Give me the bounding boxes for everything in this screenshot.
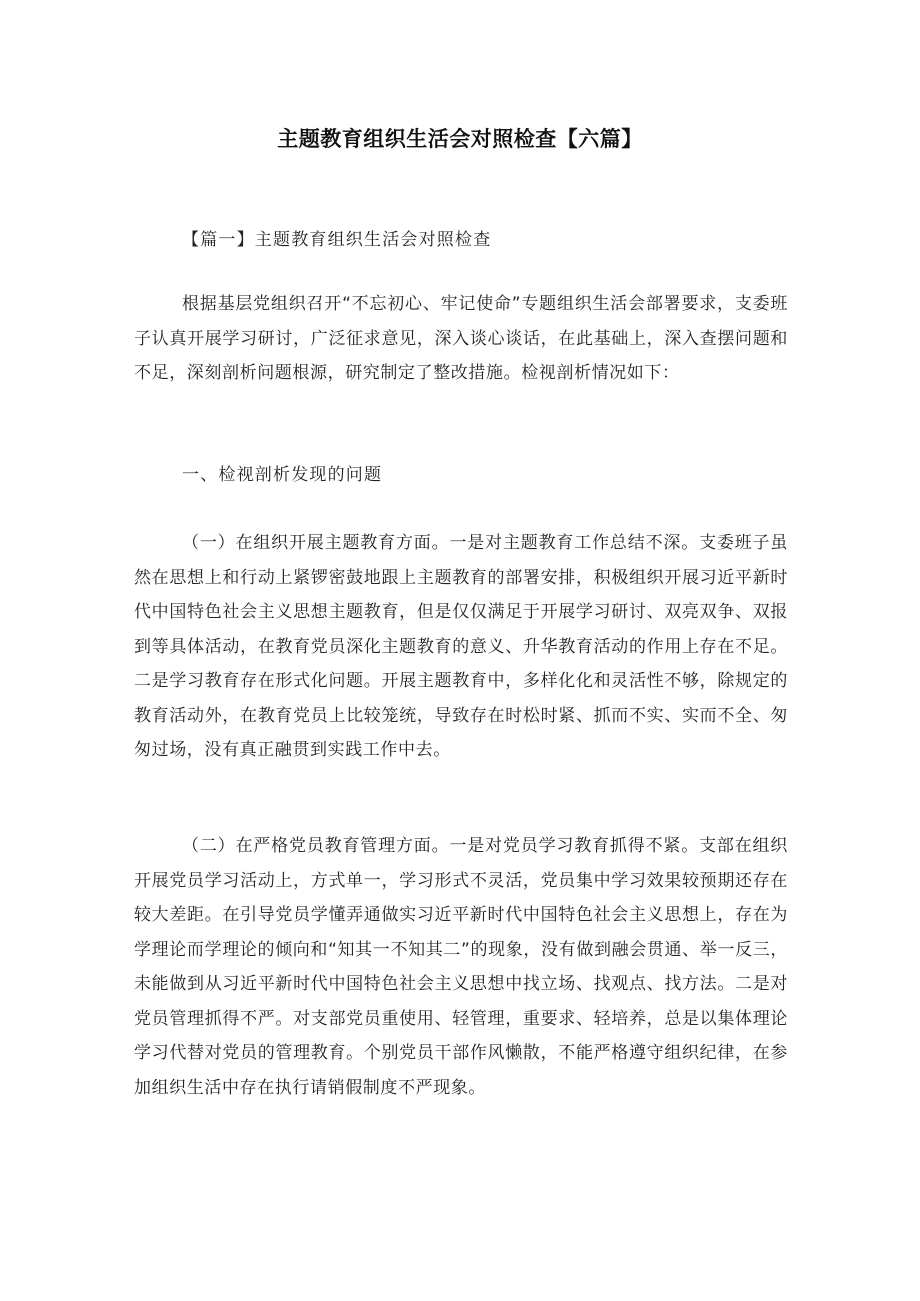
part-one-heading: 一、检视剖析发现的问题 [182,465,383,485]
intro-paragraph: 根据基层党组织召开“不忘初心、牢记使命”专题组织生活会部署要求，支委班子认真开展学习研讨，广泛征求意见，深入谈心谈话，在此基础上，深入查摆问题和不足，深刻剖析问题根源，研究制定了整改措施。检视剖析情况如下： [134,294,788,383]
item-one-paragraph: （一）在组织开展主题教育方面。一是对主题教育工作总结不深。支委班子虽然在思想上和行动上紧锣密鼓地跟上主题教育的部署安排，积极组织开展习近平新时代中国特色社会主义思想主题教育，但是仅仅满足于开展学习研讨、双亮双争、双报到等具体活动，在教育党员深化主题教育的意义、升华教育活动的作用上存在不足。二是学习教育存在形式化问题。开展主题教育中，多样化化和灵活性不够，除规定的教育活动外，在教育党员上比较笼统，导致存在时松时紧、抓而不实、实而不全、匆匆过场，没有真正融贯到实践工作中去。 [134,533,788,760]
section-heading-part-one: 【篇一】主题教育组织生活会对照检查 [182,230,492,250]
item-two-paragraph: （二）在严格党员教育管理方面。一是对党员学习教育抓得不紧。支部在组织开展党员学习活动上，方式单一，学习形式不灵活，党员集中学习效果较预期还存在较大差距。在引导党员学懂弄通做实习近平新时代中国特色社会主义思想上，存在为学理论而学理论的倾向和“知其一不知其二”的现象，没有做到融会贯通、举一反三，未能做到从习近平新时代中国特色社会主义思想中找立场、找观点、找方法。二是对党员管理抓得不严。对支部党员重使用、轻管理，重要求、轻培养，总是以集体理论学习代替对党员的管理教育。个别党员干部作风懒散，不能严格遵守组织纪律，在参加组织生活中存在执行请销假制度不严现象。 [134,836,788,1098]
document-title: 主题教育组织生活会对照检查【六篇】 [277,127,643,151]
